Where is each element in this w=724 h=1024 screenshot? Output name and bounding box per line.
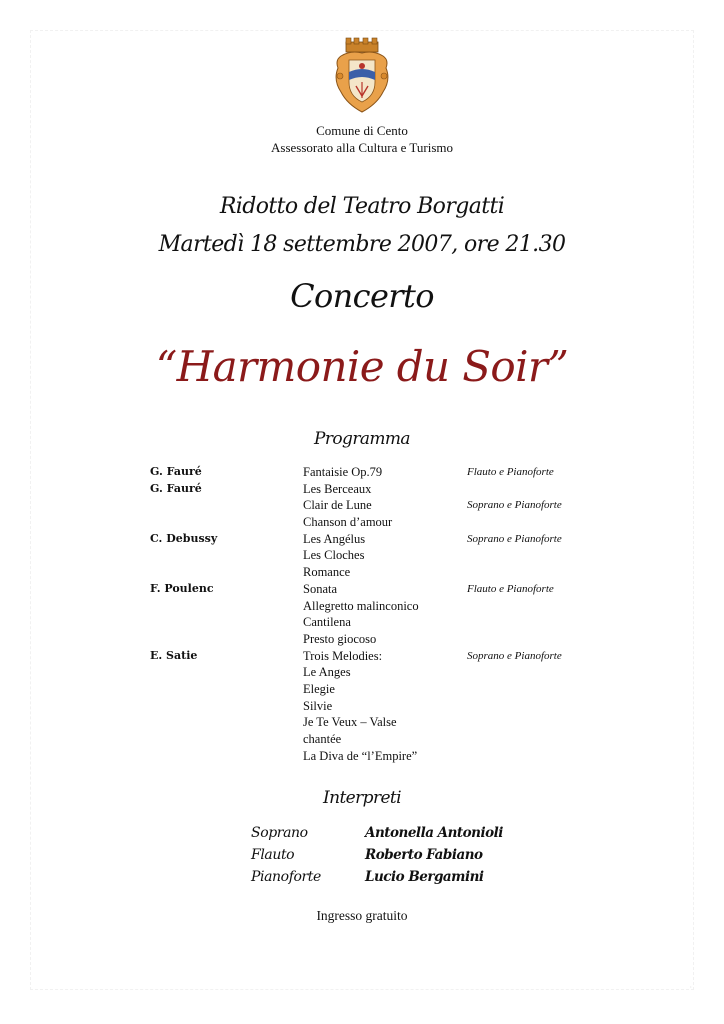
program-row xyxy=(150,731,610,748)
piece: Fantaisie Op.79 xyxy=(303,465,383,479)
composer: G. Fauré xyxy=(150,481,202,495)
program-row xyxy=(150,598,610,615)
piece: Les Berceaux xyxy=(303,481,372,496)
program-row xyxy=(150,497,610,514)
piece: Sonata xyxy=(303,581,338,596)
scoring: Flauto e Pianoforte xyxy=(467,466,554,478)
performer-name: Lucio Bergamini xyxy=(365,869,484,885)
scoring: Soprano e Pianoforte xyxy=(467,649,562,662)
program-list xyxy=(150,464,610,764)
program-row xyxy=(150,748,610,765)
program-row xyxy=(150,648,610,665)
composer: F. Poulenc xyxy=(150,581,214,595)
department-name: Assessorato alla Cultura e Turismo xyxy=(271,140,453,155)
program-row xyxy=(150,714,610,731)
piece: Les Cloches xyxy=(303,548,365,563)
piece: Presto giocoso xyxy=(303,631,377,646)
performers-heading: Interpreti xyxy=(322,788,402,808)
concert-title: “Harmonie du Soir” xyxy=(155,342,569,391)
program-row xyxy=(150,581,610,598)
piece: Je Te Veux – Valse xyxy=(303,715,397,730)
program-row xyxy=(150,547,610,564)
piece: Romance xyxy=(303,565,351,580)
piece: Silvie xyxy=(303,698,333,713)
program-row xyxy=(150,564,610,581)
piece: Le Anges xyxy=(303,665,351,680)
performer-row xyxy=(251,822,591,844)
venue-name: Ridotto del Teatro Borgatti xyxy=(219,194,505,219)
piece: Elegie xyxy=(303,681,335,696)
piece: chantée xyxy=(303,732,342,746)
program-row xyxy=(150,514,610,531)
program-row xyxy=(150,614,610,631)
program-row xyxy=(150,698,610,715)
concert-label: Concerto xyxy=(290,277,434,315)
program-row xyxy=(150,481,610,498)
coat-of-arms-icon xyxy=(333,36,391,116)
piece: Clair de Lune xyxy=(303,498,372,513)
performer-role: Soprano xyxy=(251,825,308,841)
program-row xyxy=(150,681,610,698)
admission-note: Ingresso gratuito xyxy=(316,908,408,923)
composer: E. Satie xyxy=(150,648,198,662)
program-row xyxy=(150,631,610,648)
piece: Les Angélus xyxy=(303,531,366,546)
performer-role: Pianoforte xyxy=(251,869,321,885)
piece: La Diva de “l’Empire” xyxy=(303,748,418,763)
program-heading: Programma xyxy=(314,429,410,449)
municipality-name: Comune di Cento xyxy=(316,123,408,138)
scoring: Flauto e Pianoforte xyxy=(467,582,554,595)
program-row xyxy=(150,464,610,481)
performer-role: Flauto xyxy=(251,847,295,863)
program-row xyxy=(150,531,610,548)
composer: G. Fauré xyxy=(150,465,202,478)
scoring: Soprano e Pianoforte xyxy=(467,532,562,545)
piece: Allegretto malinconico xyxy=(303,598,419,613)
performer-name: Antonella Antonioli xyxy=(365,825,503,841)
event-datetime: Martedì 18 settembre 2007, ore 21.30 xyxy=(158,232,566,257)
piece: Trois Melodies: xyxy=(303,648,383,663)
scoring: Soprano e Pianoforte xyxy=(467,499,562,512)
municipality-header xyxy=(0,122,724,156)
performer-row xyxy=(251,844,591,866)
piece: Chanson d’amour xyxy=(303,515,393,530)
program-row xyxy=(150,664,610,681)
performers-list xyxy=(251,822,591,888)
piece: Cantilena xyxy=(303,615,351,630)
performer-row xyxy=(251,866,591,888)
composer: C. Debussy xyxy=(150,531,218,545)
page-number-mark: · xyxy=(689,983,692,992)
performer-name: Roberto Fabiano xyxy=(365,847,483,863)
event-details xyxy=(0,188,724,264)
